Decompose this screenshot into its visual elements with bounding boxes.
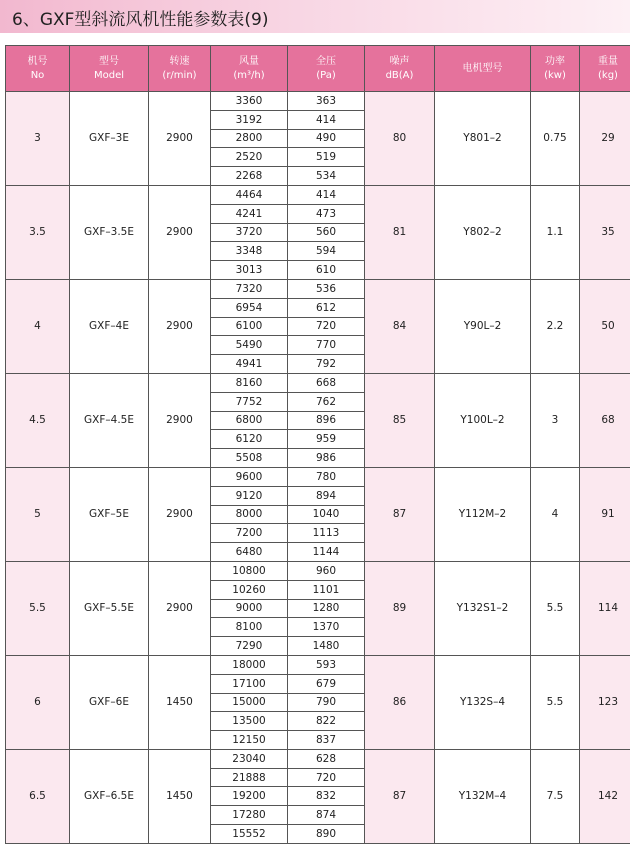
fan-number-cell: 6.5 (6, 749, 70, 843)
table-row (6, 373, 630, 392)
fan-number-cell: 3 (6, 92, 70, 186)
pressure-cell: 1480 (288, 637, 365, 656)
air-volume-cell: 10800 (211, 561, 288, 580)
pressure-cell: 986 (288, 449, 365, 468)
header-unit: Model (93, 69, 125, 81)
pressure-cell: 894 (288, 486, 365, 505)
air-volume-cell: 3192 (211, 110, 288, 129)
pressure-cell: 594 (288, 242, 365, 261)
table-row (6, 561, 630, 580)
model-cell: GXF–6.5E (70, 749, 149, 843)
air-volume-cell: 3013 (211, 261, 288, 280)
fan-number-cell: 4 (6, 279, 70, 373)
fan-number-cell: 6 (6, 655, 70, 749)
weight-cell: 142 (580, 749, 630, 843)
fan-number-cell: 5 (6, 467, 70, 561)
pressure-cell: 822 (288, 712, 365, 731)
pressure-cell: 780 (288, 467, 365, 486)
pressure-cell: 628 (288, 749, 365, 768)
motor-cell: Y100L–2 (435, 373, 531, 467)
air-volume-cell: 4241 (211, 204, 288, 223)
motor-cell: Y90L–2 (435, 279, 531, 373)
pressure-cell: 363 (288, 92, 365, 111)
motor-cell: Y112M–2 (435, 467, 531, 561)
header-label: 噪声 (389, 55, 410, 67)
pressure-cell: 874 (288, 806, 365, 825)
table-row (6, 655, 630, 674)
noise-cell: 84 (365, 279, 435, 373)
header-label: 机号 (27, 55, 48, 67)
air-volume-cell: 17280 (211, 806, 288, 825)
header-unit: No (30, 69, 45, 81)
speed-cell: 2900 (149, 467, 211, 561)
header-model (70, 46, 149, 92)
pressure-cell: 770 (288, 336, 365, 355)
pressure-cell: 414 (288, 110, 365, 129)
header-label: 全压 (316, 55, 336, 67)
pressure-cell: 790 (288, 693, 365, 712)
air-volume-cell: 8000 (211, 505, 288, 524)
air-volume-cell: 4941 (211, 355, 288, 374)
power-cell: 3 (531, 373, 580, 467)
power-cell: 2.2 (531, 279, 580, 373)
pressure-cell: 612 (288, 298, 365, 317)
speed-cell: 2900 (149, 279, 211, 373)
motor-cell: Y801–2 (435, 92, 531, 186)
power-cell: 4 (531, 467, 580, 561)
air-volume-cell: 4464 (211, 185, 288, 204)
pressure-cell: 720 (288, 317, 365, 336)
fan-number-cell: 5.5 (6, 561, 70, 655)
table-header (6, 46, 630, 92)
air-volume-cell: 6120 (211, 430, 288, 449)
table-row (6, 279, 630, 298)
air-volume-cell: 23040 (211, 749, 288, 768)
table-row (6, 467, 630, 486)
pressure-cell: 560 (288, 223, 365, 242)
header-label: 型号 (99, 55, 119, 67)
weight-cell: 68 (580, 373, 630, 467)
power-cell: 1.1 (531, 185, 580, 279)
pressure-cell: 414 (288, 185, 365, 204)
header-label: 电机型号 (462, 62, 503, 74)
pressure-cell: 534 (288, 167, 365, 186)
header-flow (211, 46, 288, 92)
pressure-cell: 519 (288, 148, 365, 167)
pressure-cell: 792 (288, 355, 365, 374)
weight-cell: 114 (580, 561, 630, 655)
weight-cell: 29 (580, 92, 630, 186)
air-volume-cell: 8100 (211, 618, 288, 637)
power-cell: 5.5 (531, 561, 580, 655)
noise-cell: 86 (365, 655, 435, 749)
header-unit: (kg) (598, 69, 618, 81)
pressure-cell: 1040 (288, 505, 365, 524)
weight-cell: 123 (580, 655, 630, 749)
title-bar (0, 0, 630, 33)
noise-cell: 89 (365, 561, 435, 655)
pressure-cell: 536 (288, 279, 365, 298)
air-volume-cell: 2268 (211, 167, 288, 186)
weight-cell: 35 (580, 185, 630, 279)
air-volume-cell: 5490 (211, 336, 288, 355)
motor-cell: Y132S1–2 (435, 561, 531, 655)
model-cell: GXF–3.5E (70, 185, 149, 279)
air-volume-cell: 13500 (211, 712, 288, 731)
pressure-cell: 720 (288, 768, 365, 787)
air-volume-cell: 3720 (211, 223, 288, 242)
header-power (531, 46, 580, 92)
air-volume-cell: 6800 (211, 411, 288, 430)
speed-cell: 1450 (149, 749, 211, 843)
motor-cell: Y132M–4 (435, 749, 531, 843)
noise-cell: 81 (365, 185, 435, 279)
header-motor (435, 46, 531, 92)
pressure-cell: 832 (288, 787, 365, 806)
model-cell: GXF–5.5E (70, 561, 149, 655)
speed-cell: 2900 (149, 561, 211, 655)
noise-cell: 87 (365, 467, 435, 561)
model-cell: GXF–5E (70, 467, 149, 561)
pressure-cell: 679 (288, 674, 365, 693)
air-volume-cell: 6100 (211, 317, 288, 336)
power-cell: 0.75 (531, 92, 580, 186)
motor-cell: Y132S–4 (435, 655, 531, 749)
header-unit: (Pa) (316, 69, 336, 81)
pressure-cell: 473 (288, 204, 365, 223)
speed-cell: 2900 (149, 373, 211, 467)
header-row (6, 46, 630, 92)
noise-cell: 87 (365, 749, 435, 843)
pressure-cell: 762 (288, 392, 365, 411)
air-volume-cell: 21888 (211, 768, 288, 787)
speed-cell: 2900 (149, 185, 211, 279)
table-row (6, 185, 630, 204)
weight-cell: 50 (580, 279, 630, 373)
header-pressure (288, 46, 365, 92)
header-unit: (kw) (544, 69, 566, 81)
header-speed (149, 46, 211, 92)
model-cell: GXF–6E (70, 655, 149, 749)
air-volume-cell: 7320 (211, 279, 288, 298)
air-volume-cell: 2520 (211, 148, 288, 167)
model-cell: GXF–3E (70, 92, 149, 186)
header-unit: (m³/h) (233, 69, 265, 81)
air-volume-cell: 15552 (211, 825, 288, 844)
air-volume-cell: 9120 (211, 486, 288, 505)
fan-number-cell: 4.5 (6, 373, 70, 467)
header-weight (580, 46, 630, 92)
model-cell: GXF–4E (70, 279, 149, 373)
header-label: 功率 (545, 55, 565, 67)
power-cell: 7.5 (531, 749, 580, 843)
pressure-cell: 1113 (288, 524, 365, 543)
table-row (6, 749, 630, 768)
weight-cell: 91 (580, 467, 630, 561)
header-label: 转速 (169, 55, 190, 67)
air-volume-cell: 3360 (211, 92, 288, 111)
air-volume-cell: 18000 (211, 655, 288, 674)
air-volume-cell: 8160 (211, 373, 288, 392)
page-title: 6、GXF型斜流风机性能参数表(9) (12, 10, 269, 30)
air-volume-cell: 19200 (211, 787, 288, 806)
speed-cell: 2900 (149, 92, 211, 186)
pressure-cell: 668 (288, 373, 365, 392)
pressure-cell: 490 (288, 129, 365, 148)
power-cell: 5.5 (531, 655, 580, 749)
fan-number-cell: 3.5 (6, 185, 70, 279)
header-unit: dB(A) (385, 69, 414, 81)
pressure-cell: 959 (288, 430, 365, 449)
pressure-cell: 960 (288, 561, 365, 580)
pressure-cell: 837 (288, 731, 365, 750)
air-volume-cell: 7200 (211, 524, 288, 543)
pressure-cell: 593 (288, 655, 365, 674)
pressure-cell: 896 (288, 411, 365, 430)
table-body (6, 92, 630, 844)
header-no (6, 46, 70, 92)
air-volume-cell: 17100 (211, 674, 288, 693)
air-volume-cell: 10260 (211, 580, 288, 599)
air-volume-cell: 9600 (211, 467, 288, 486)
pressure-cell: 1144 (288, 543, 365, 562)
header-label: 风量 (239, 55, 259, 67)
air-volume-cell: 6480 (211, 543, 288, 562)
noise-cell: 85 (365, 373, 435, 467)
header-unit: (r/min) (162, 69, 197, 81)
performance-table (5, 45, 630, 844)
header-noise (365, 46, 435, 92)
pressure-cell: 610 (288, 261, 365, 280)
pressure-cell: 1370 (288, 618, 365, 637)
model-cell: GXF–4.5E (70, 373, 149, 467)
air-volume-cell: 5508 (211, 449, 288, 468)
air-volume-cell: 2800 (211, 129, 288, 148)
noise-cell: 80 (365, 92, 435, 186)
speed-cell: 1450 (149, 655, 211, 749)
table-row (6, 92, 630, 111)
air-volume-cell: 15000 (211, 693, 288, 712)
header-label: 重量 (598, 55, 618, 67)
pressure-cell: 1101 (288, 580, 365, 599)
air-volume-cell: 9000 (211, 599, 288, 618)
air-volume-cell: 6954 (211, 298, 288, 317)
pressure-cell: 890 (288, 825, 365, 844)
air-volume-cell: 3348 (211, 242, 288, 261)
motor-cell: Y802–2 (435, 185, 531, 279)
air-volume-cell: 12150 (211, 731, 288, 750)
air-volume-cell: 7290 (211, 637, 288, 656)
pressure-cell: 1280 (288, 599, 365, 618)
air-volume-cell: 7752 (211, 392, 288, 411)
